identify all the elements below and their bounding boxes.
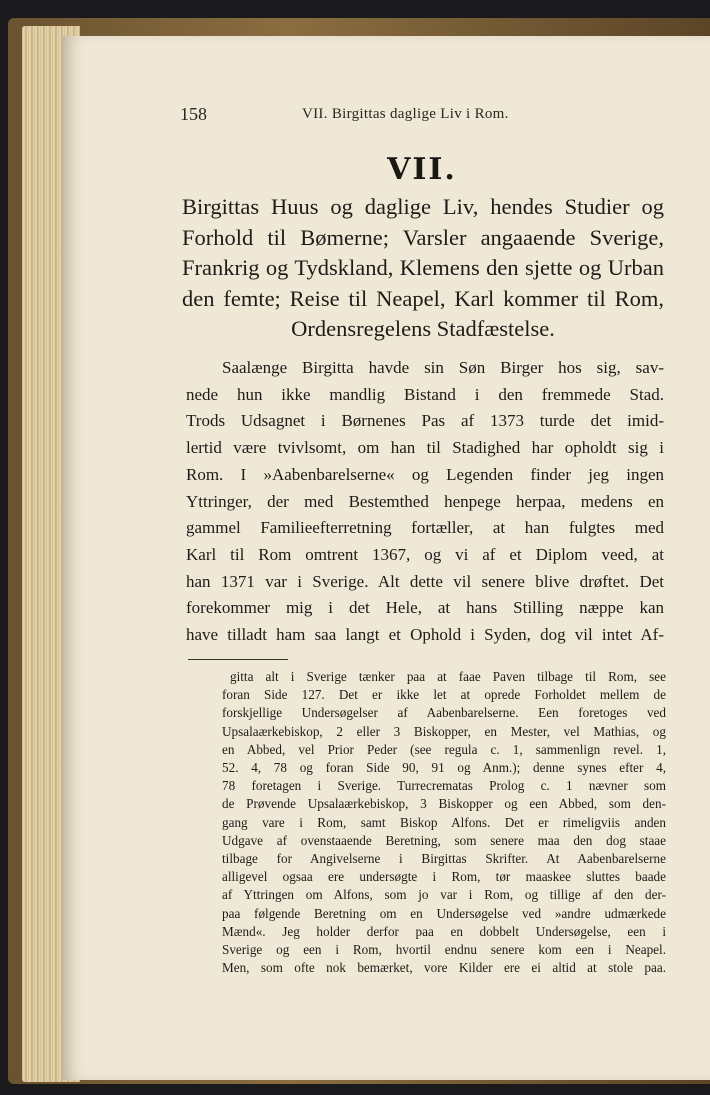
body-line: Trods Udsagnet i Børnenes Pas af 1373 turde det imid- <box>186 411 664 431</box>
footnote-line: paa følgende Beretning om en Undersøgelse ved »andre udmærkede <box>222 905 666 921</box>
body-line: Yttringer, der med Bestemthed henpege herpaa, medens en <box>186 491 664 511</box>
footnote-text <box>222 668 666 977</box>
body-line: forekommer mig i det Hele, at hans Stilling næppe kan <box>186 598 664 618</box>
body-line: Rom. I »Aabenbarelserne« og Legenden finder jeg ingen <box>186 464 664 484</box>
footnote-line: Udgave af ovenstaaende Beretning, som senere maa den dog staae <box>222 832 666 848</box>
footnote-line: Mænd«. Jeg holder derfor paa en dobbelt Undersøgelse, een i <box>222 923 666 939</box>
footnote-line: Men, som ofte nok bemærket, vore Kilder ere ei altid at stole paa. <box>222 960 666 976</box>
body-line: Karl til Rom omtrent 1367, og vi af et Diplom veed, at <box>186 544 664 564</box>
body-text <box>186 355 664 649</box>
body-line: Saalænge Birgitta havde sin Søn Birger hos sig, sav- <box>222 358 664 377</box>
footnote-line: gitta alt i Sverige tænker paa at faae Paven tilbage til Rom, see <box>230 669 666 684</box>
chapter-title <box>182 192 664 345</box>
footnote-line: 78 foretagen i Sverige. Turrecrematas Prolog c. 1 nævner som <box>222 778 666 794</box>
title-line: Birgittas Huus og daglige Liv, hendes Studier og <box>182 194 664 219</box>
footnote-line: af Yttringen om Alfons, som jo var i Rom, og tillige af den der- <box>222 887 666 903</box>
body-line: have tilladt ham saa langt et Ophold i Syden, dog vil intet Af- <box>186 625 664 645</box>
footnote-line: tilbage for Angivelserne i Birgittas Skrifter. At Aabenbarelserne <box>222 851 666 867</box>
body-line: gammel Familieefterretning fortæller, at han fulgtes med <box>186 518 664 538</box>
body-line: lertid være tvivlsomt, om han til Stadighed har opholdt sig i <box>186 438 664 458</box>
footnote-line: de Prøvende Upsalaærkebiskop, 3 Biskopper og een Abbed, som den- <box>222 796 666 812</box>
title-line: Ordensregelens Stadfæstelse. <box>291 316 555 341</box>
footnote-line: Sverige og een i Rom, hvortil endnu senere kom een i Neapel. <box>222 942 666 958</box>
footnote-line: Upsalaærkebiskop, 2 eller 3 Biskopper, en Mester, vel Mathias, og <box>222 723 666 739</box>
footnote-line: gang vare i Rom, samt Biskop Alfons. Det er rimeligviis anden <box>222 814 666 830</box>
title-line: Forhold til Bømerne; Varsler angaaende Sverige, <box>182 224 664 250</box>
title-line: Frankrig og Tydskland, Klemens den sjette og Urban <box>182 255 664 280</box>
page-number: 158 <box>180 104 207 124</box>
footnote-line: forskjellige Undersøgelser af Aabenbarelserne. Een foretoges ved <box>222 705 666 721</box>
footnote-line: alligevel ogsaa ere undersøgte i Rom, tør maaskee sluttes baade <box>222 869 666 885</box>
footnote-rule <box>188 659 288 660</box>
footnote-line: foran Side 127. Det er ikke let at oprede Forholdet mellem de <box>222 687 666 703</box>
footnote-line: 52. 4, 78 og foran Side 90, 91 og Anm.); denne synes efter 4, <box>222 760 666 776</box>
title-line: den femte; Reise til Neapel, Karl kommer til Rom, <box>182 285 664 311</box>
page-header <box>180 104 580 128</box>
footnote-line: en Abbed, vel Prior Peder (see regula c. 1, sammenlign revel. 1, <box>222 741 666 757</box>
running-head: VII. Birgittas daglige Liv i Rom. <box>302 106 509 122</box>
body-line: han 1371 var i Sverige. Alt dette vil senere blive drøftet. Det <box>186 571 664 591</box>
body-line: nede hun ikke mandlig Bistand i den fremmede Stad. <box>186 384 664 404</box>
chapter-numeral: VII. <box>387 152 457 187</box>
